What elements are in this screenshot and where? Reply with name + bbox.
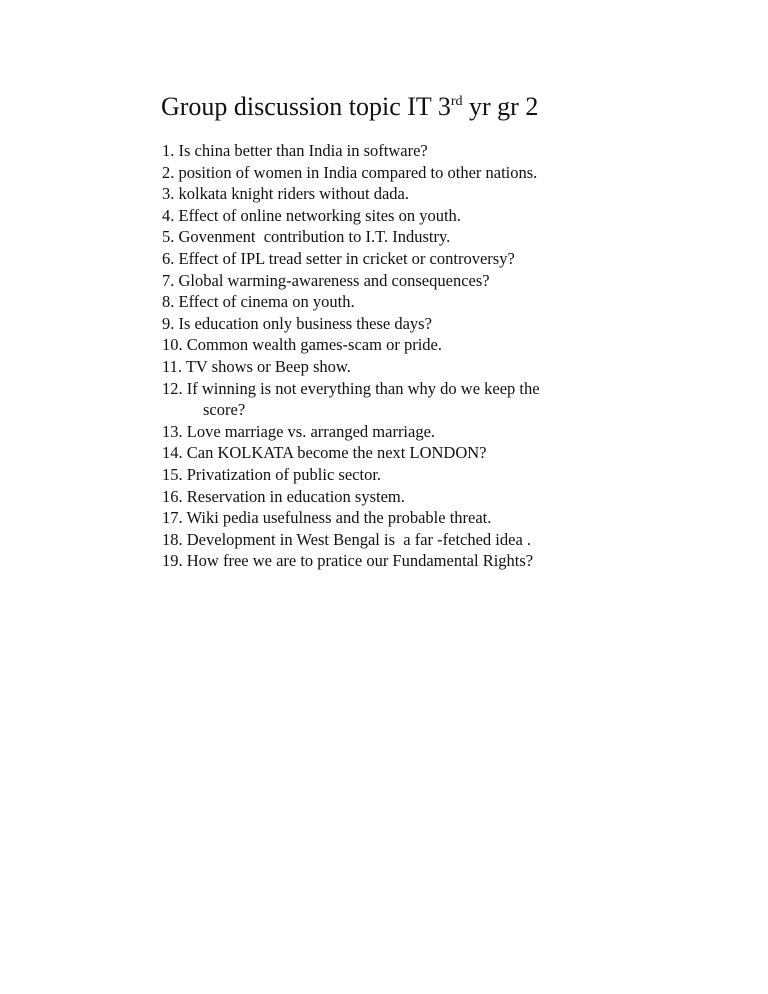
- topic-item: 7. Global warming-awareness and consequences?: [162, 270, 490, 290]
- topic-item: 16. Reservation in education system.: [162, 486, 405, 506]
- topic-list: [162, 140, 622, 572]
- topic-item: 3. kolkata knight riders without dada.: [162, 184, 409, 204]
- topic-item: 18. Development in West Bengal is a far -fetched idea .: [162, 529, 532, 549]
- topic-item: 9. Is education only business these days?: [162, 313, 432, 333]
- topic-item: 15. Privatization of public sector.: [162, 464, 382, 484]
- topic-item: 12. If winning is not everything than why do we keep the: [162, 378, 540, 398]
- topic-item: 6. Effect of IPL tread setter in cricket or controversy?: [162, 248, 515, 268]
- topic-item: 1. Is china better than India in software?: [162, 141, 428, 160]
- topic-item: 17. Wiki pedia usefulness and the probable threat.: [162, 508, 492, 528]
- topic-item: 19. How free we are to pratice our Fundamental Rights?: [162, 551, 534, 571]
- topic-item: 13. Love marriage vs. arranged marriage.: [162, 421, 436, 441]
- topic-item: 5. Govenment contribution to I.T. Industry.: [162, 227, 451, 247]
- topic-item: 10. Common wealth games-scam or pride.: [162, 335, 442, 355]
- page-title: [161, 90, 538, 124]
- topic-item: 2. position of women in India compared to other nations.: [162, 162, 538, 182]
- topic-item-continuation: score?: [203, 400, 246, 420]
- title-text: Group discussion topic IT 3: [161, 92, 451, 121]
- topic-item: 11. TV shows or Beep show.: [162, 356, 351, 376]
- title-superscript: rd: [450, 94, 463, 109]
- topic-item: 4. Effect of online networking sites on youth.: [162, 205, 461, 225]
- topic-item: 14. Can KOLKATA become the next LONDON?: [162, 443, 487, 463]
- title-suffix: yr gr 2: [462, 92, 539, 121]
- topic-item: 8. Effect of cinema on youth.: [162, 292, 355, 312]
